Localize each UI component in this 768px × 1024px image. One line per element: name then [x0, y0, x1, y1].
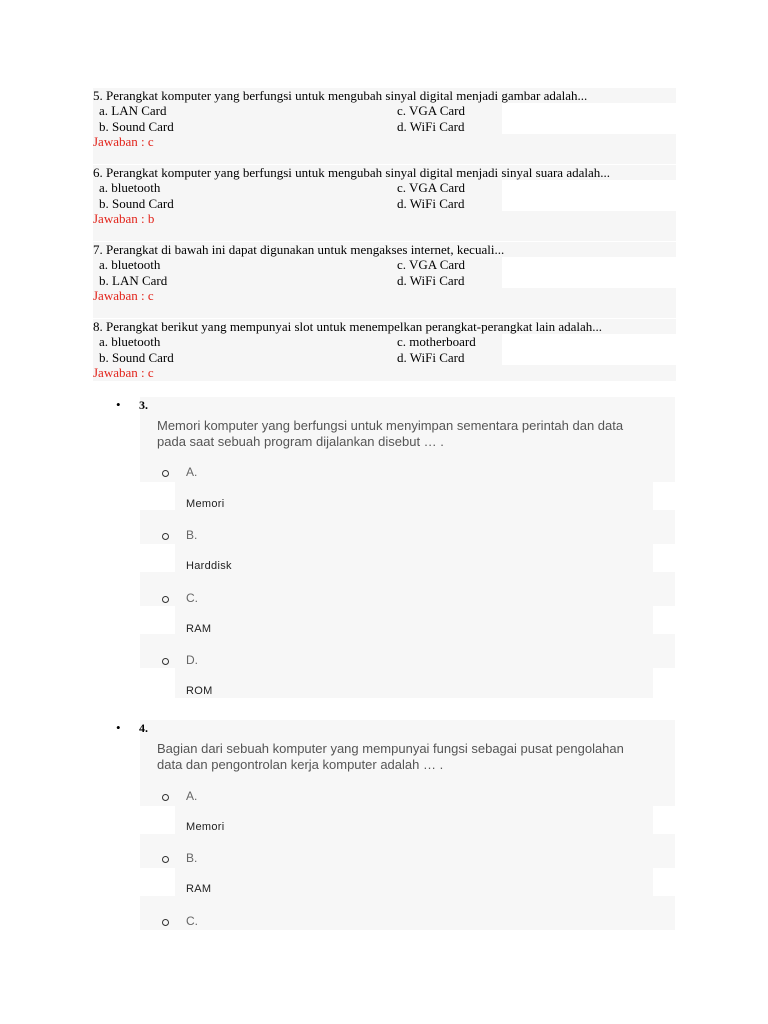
- option-b: b. Sound Card: [93, 350, 397, 365]
- option-text: ROM: [186, 685, 213, 697]
- answer-text: Jawaban : c: [93, 365, 154, 381]
- option-letter: C.: [186, 591, 198, 605]
- question-text: 8. Perangkat berikut yang mempunyai slot untuk menempelkan perangkat-perangkat lain adalah...: [93, 319, 676, 334]
- section-background: [175, 544, 653, 572]
- options-row: [93, 196, 676, 211]
- section-background: [140, 834, 675, 868]
- question-line: Memori komputer yang berfungsi untuk menyimpan sementara perintah dan data: [157, 418, 624, 433]
- question-line: Bagian dari sebuah komputer yang mempunyai fungsi sebagai pusat pengolahan: [157, 741, 624, 756]
- option-a: a. bluetooth: [93, 334, 397, 349]
- question-6: [93, 165, 676, 241]
- options-row: [93, 334, 676, 349]
- options-row: [93, 180, 676, 195]
- option-d: d. WiFi Card: [397, 196, 502, 211]
- question-text: [157, 741, 677, 773]
- section-background: [175, 668, 653, 698]
- circle-bullet-icon: [162, 596, 169, 603]
- options-row: [93, 103, 676, 118]
- circle-bullet-icon: [162, 658, 169, 665]
- question-7: [93, 242, 676, 318]
- option-b: b. LAN Card: [93, 273, 397, 288]
- option-c: c. VGA Card: [397, 103, 502, 118]
- section-background: [140, 510, 675, 544]
- section-background: [140, 572, 675, 606]
- circle-bullet-icon: [162, 856, 169, 863]
- option-text: Memori: [186, 821, 225, 833]
- circle-bullet-icon: [162, 533, 169, 540]
- option-letter: C.: [186, 914, 198, 928]
- option-a: a. LAN Card: [93, 103, 397, 118]
- option-c: c. motherboard: [397, 334, 502, 349]
- option-b: b. Sound Card: [93, 196, 397, 211]
- answer-key: [93, 365, 676, 381]
- answer-key: [93, 134, 676, 164]
- option-a: a. bluetooth: [93, 257, 397, 272]
- question-8: [93, 319, 676, 381]
- option-c: c. VGA Card: [397, 180, 502, 195]
- option-text: Harddisk: [186, 560, 232, 572]
- question-line: data dan pengontrolan kerja komputer adalah … .: [157, 757, 444, 772]
- option-letter: B.: [186, 851, 198, 865]
- option-letter: A.: [186, 465, 198, 479]
- option-d: d. WiFi Card: [397, 119, 502, 134]
- circle-bullet-icon: [162, 470, 169, 477]
- option-a: a. bluetooth: [93, 180, 397, 195]
- circle-bullet-icon: [162, 794, 169, 801]
- question-5: [93, 88, 676, 164]
- option-text: Memori: [186, 498, 225, 510]
- question-text: 5. Perangkat komputer yang berfungsi untuk mengubah sinyal digital menjadi gambar adalah...: [93, 88, 676, 103]
- options-row: [93, 273, 676, 288]
- section-background: [175, 482, 653, 510]
- answer-key: [93, 288, 676, 318]
- question-line: pada saat sebuah program dijalankan disebut … .: [157, 434, 444, 449]
- section-background: [175, 868, 653, 896]
- question-text: 6. Perangkat komputer yang berfungsi untuk mengubah sinyal digital menjadi sinyal suara adalah...: [93, 165, 676, 180]
- section-background: [175, 606, 653, 634]
- section-background: [140, 896, 675, 930]
- section-background: [175, 806, 653, 834]
- options-row: [93, 350, 676, 365]
- options-row: [93, 119, 676, 134]
- circle-bullet-icon: [162, 919, 169, 926]
- option-d: d. WiFi Card: [397, 350, 502, 365]
- option-letter: D.: [186, 653, 198, 667]
- answer-key: [93, 211, 676, 241]
- answer-text: Jawaban : c: [93, 288, 154, 304]
- answer-text: Jawaban : b: [93, 211, 155, 227]
- question-number: 4.: [139, 721, 148, 735]
- option-letter: A.: [186, 789, 198, 803]
- bullet-icon: •: [116, 397, 121, 412]
- bullet-icon: •: [116, 720, 121, 735]
- question-number: 3.: [139, 398, 148, 412]
- option-text: RAM: [186, 623, 212, 635]
- option-letter: B.: [186, 528, 198, 542]
- option-text: RAM: [186, 883, 212, 895]
- question-text: 7. Perangkat di bawah ini dapat digunakan untuk mengakses internet, kecuali...: [93, 242, 676, 257]
- option-c: c. VGA Card: [397, 257, 502, 272]
- options-row: [93, 257, 676, 272]
- section-background: [140, 634, 675, 668]
- answer-text: Jawaban : c: [93, 134, 154, 150]
- question-text: [157, 418, 677, 450]
- option-b: b. Sound Card: [93, 119, 397, 134]
- option-d: d. WiFi Card: [397, 273, 502, 288]
